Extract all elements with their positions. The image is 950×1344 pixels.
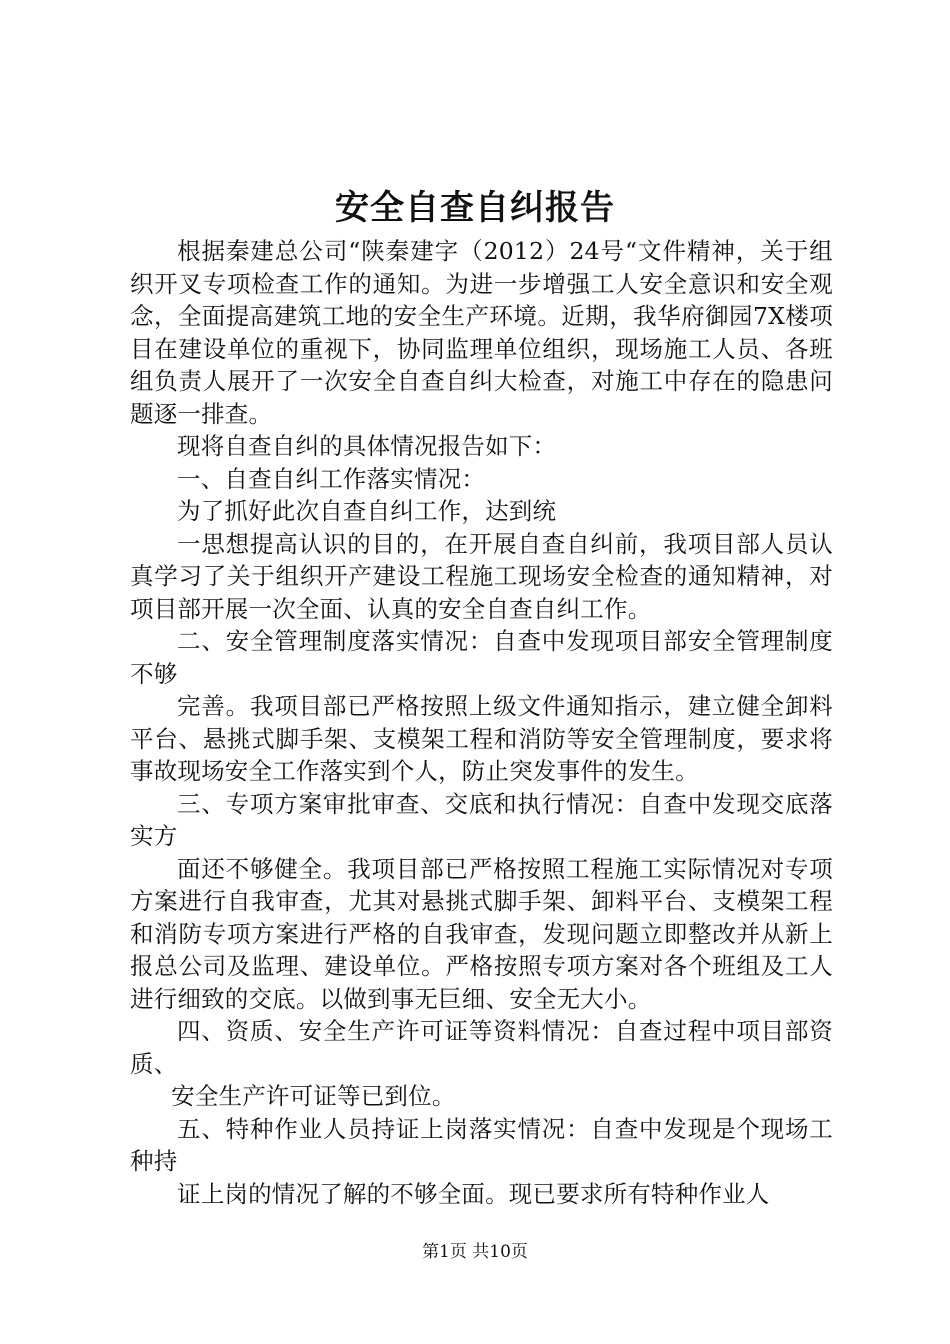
document-title: 安全自查自纠报告 <box>335 188 615 228</box>
section-heading-5: 五、特种作业人员持证上岗落实情况：自查中发现是个现场工种持 <box>130 1114 833 1175</box>
paragraph-section-2-body: 完善。我项目部已严格按照上级文件通知指示，建立健全卸料平台、悬挑式脚手架、支模架工程和消防等安全管理制度，要求将事故现场安全工作落实到个人，防止突发事件的发生。 <box>130 692 833 785</box>
paragraph-section-4-body: 安全生产许可证等已到位。 <box>171 1082 456 1110</box>
paragraph-section-1-lead: 为了抓好此次自查自纠工作，达到统 <box>177 497 557 525</box>
paragraph-section-3-body: 面还不够健全。我项目部已严格按照工程施工实际情况对专项方案进行自我审查，尤其对悬挑式脚手架、卸料平台、支模架工程和消防专项方案进行严格的自我审查，发现问题立即整改并从新上报总公司及监理、建设单位。严格按照专项方案对各个班组及工人进行细致的交底。以做到事无巨细、安全无大小。 <box>130 854 833 1013</box>
section-heading-2: 二、安全管理制度落实情况：自查中发现项目部安全管理制度不够 <box>130 627 833 688</box>
section-heading-4: 四、资质、安全生产许可证等资料情况：自查过程中项目部资质、 <box>130 1017 833 1078</box>
page-number-footer: 第1页 共10页 <box>422 1242 528 1262</box>
paragraph-intro: 根据秦建总公司“陕秦建字（2012）24号“文件精神，关于组织开叉专项检查工作的通知。为进一步增强工人安全意识和安全观念，全面提高建筑工地的安全生产环境。近期，我华府御园7X楼项目在建设单位的重视下，协同监理单位组织，现场施工人员、各班组负责人展开了一次安全自查自纠大检查，对施工中存在的隐患问题逐一排查。 <box>130 237 833 428</box>
paragraph-report-lead: 现将自查自纠的具体情况报告如下： <box>177 432 557 460</box>
section-heading-1: 一、自查自纠工作落实情况： <box>177 464 486 493</box>
paragraph-section-1-body: 一思想提高认识的目的，在开展自查自纠前，我项目部人员认真学习了关于组织开产建设工程施工现场安全检查的通知精神，对项目部开展一次全面、认真的安全自查自纠工作。 <box>130 529 833 623</box>
paragraph-section-5-body: 证上岗的情况了解的不够全面。现已要求所有特种作业人 <box>177 1179 770 1208</box>
document-body <box>130 235 833 1210</box>
section-heading-3: 三、专项方案审批审查、交底和执行情况：自查中发现交底落实方 <box>130 789 833 850</box>
